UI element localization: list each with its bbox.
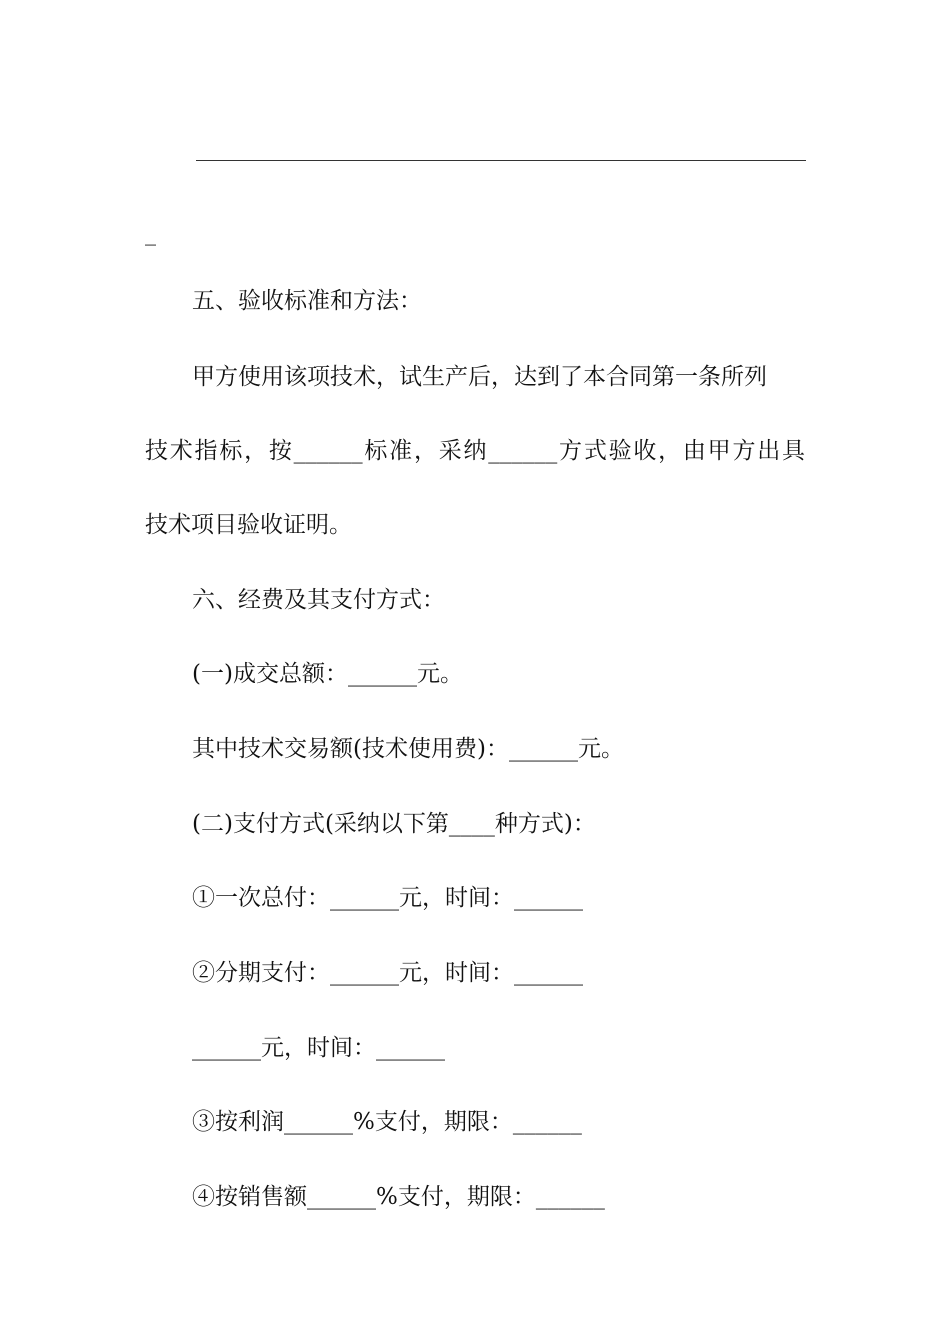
- payment-method-line: (二)支付方式(采纳以下第____种方式)：: [192, 811, 596, 837]
- sales-share-line: ④按销售额______%支付，期限：______: [192, 1184, 605, 1210]
- installment-line: ②分期支付：______元，时间：______: [192, 960, 583, 986]
- paragraph-line: 甲方使用该项技术，试生产后，达到了本合同第一条所列: [192, 364, 767, 390]
- section-six-heading: 六、经费及其支付方式：: [192, 587, 445, 613]
- profit-share-line: ③按利润______%支付，期限：______: [192, 1109, 582, 1135]
- stray-underscore: _: [145, 221, 156, 246]
- total-amount-line: (一)成交总额：______元。: [192, 661, 463, 687]
- lump-sum-line: ①一次总付：______元，时间：______: [192, 885, 583, 911]
- section-five-heading: 五、验收标准和方法：: [192, 288, 422, 314]
- tech-fee-line: 其中技术交易额(技术使用费)：______元。: [192, 736, 624, 762]
- paragraph-line: 技术项目验收证明。: [145, 512, 352, 538]
- paragraph-line: 技术指标，按______标准，采纳______方式验收，由甲方出具: [145, 438, 805, 464]
- horizontal-rule: [196, 160, 806, 161]
- installment-continued-line: ______元，时间：______: [192, 1035, 445, 1061]
